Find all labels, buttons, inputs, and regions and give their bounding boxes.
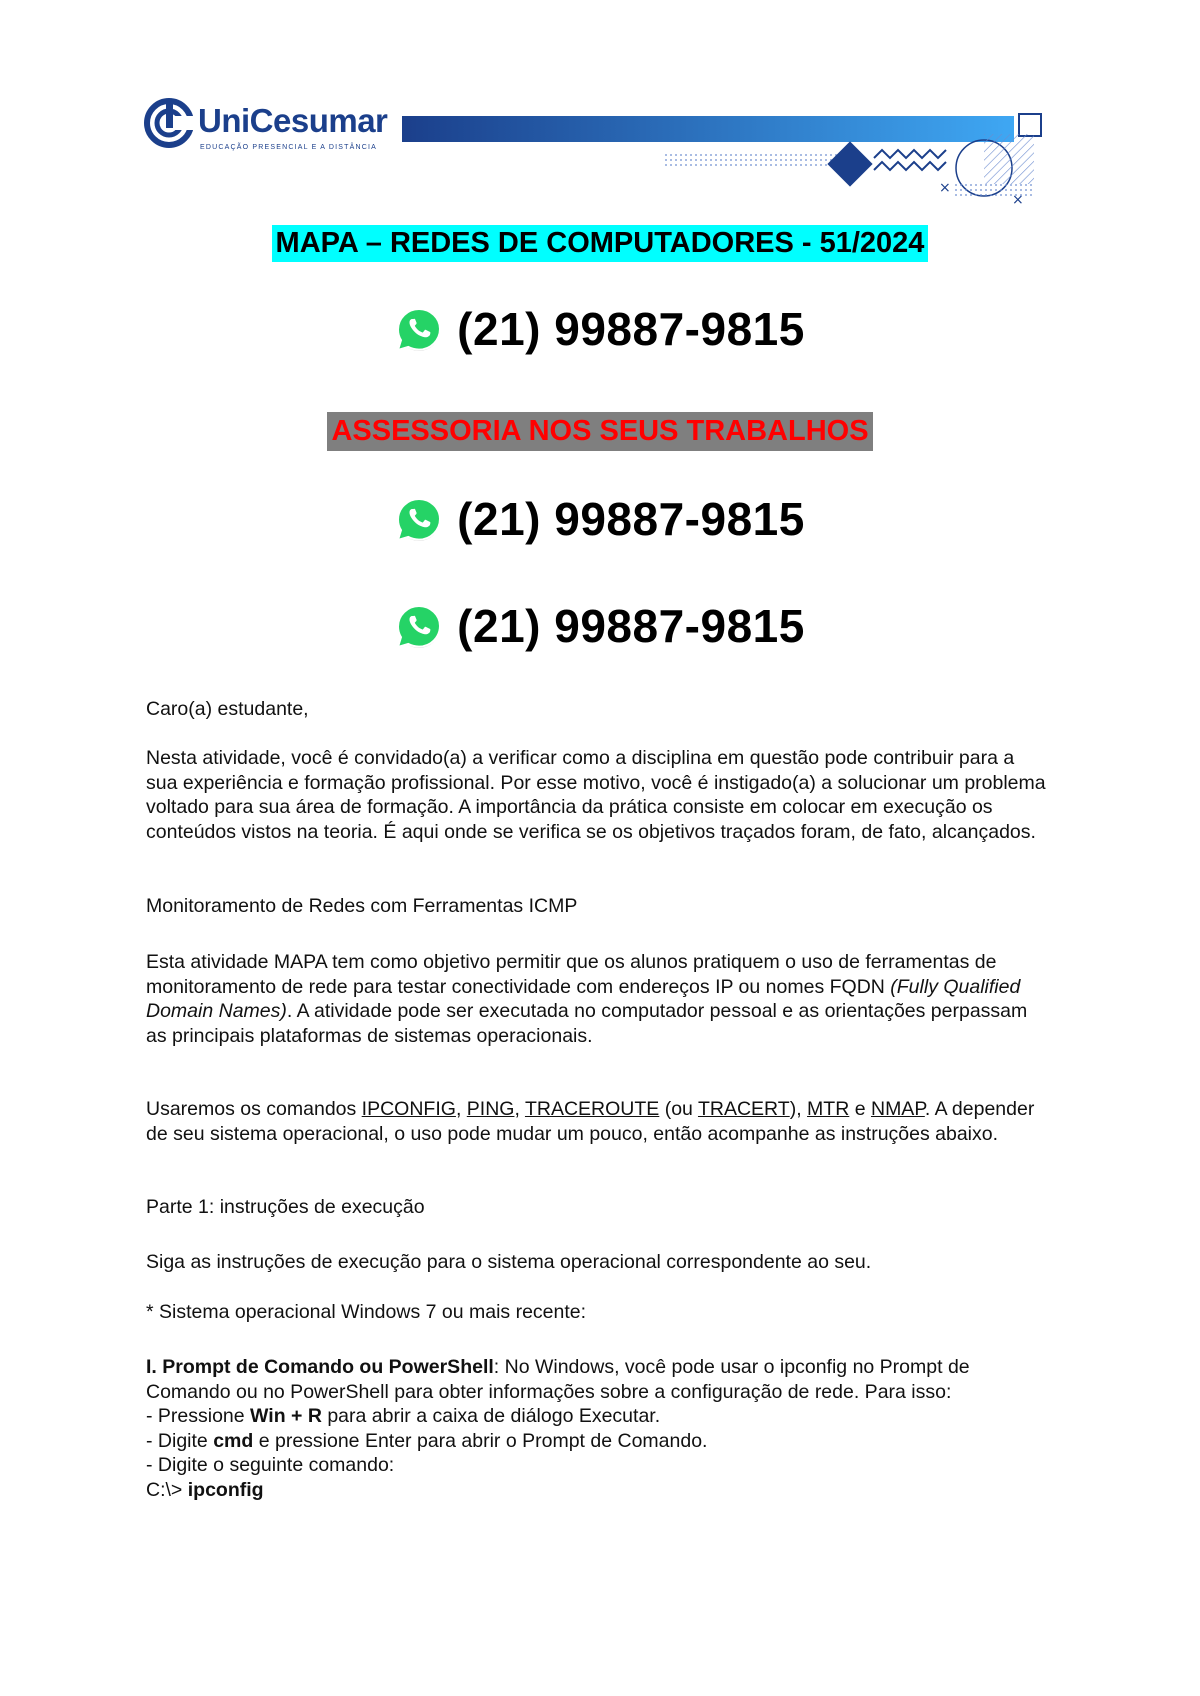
phone-number: (21) 99887-9815 — [457, 600, 805, 652]
banner-row — [0, 412, 1200, 451]
link-traceroute[interactable]: TRACEROUTE — [524, 1098, 660, 1120]
instructions-block — [146, 1355, 1046, 1502]
part1-title-text: Parte 1: instruções de execução — [146, 1196, 425, 1218]
header-decoration — [394, 88, 1074, 208]
phone-row-3 — [0, 599, 1200, 655]
separator: (ou — [659, 1098, 698, 1120]
bullet-1 — [146, 1404, 1046, 1429]
command-line — [146, 1478, 1046, 1503]
bullet-2-pre: - Digite — [146, 1429, 214, 1452]
part1-lead-text: Siga as instruções de execução para o sistema operacional correspondente ao seu. — [146, 1251, 872, 1273]
step1-description: : No Windows, você pode usar o ipconfig no Prompt de Comando ou no PowerShell para obter informações sobre a configuração de rede. Para isso: — [146, 1356, 970, 1403]
intro-text: Nesta atividade, você é convidado(a) a verificar como a disciplina em questão pode contribuir para a sua experiência e formação profissional. Por esse motivo, você é instigado(a) a solucionar um problema voltado para sua área de formação. A importância da prática consiste em colocar em execução os conteúdos vistos na teoria. É aqui onde se verifica se os objetivos traçados foram, de fato, alcançados. — [146, 747, 1046, 843]
link-ping[interactable]: PING — [466, 1098, 515, 1120]
page-header — [144, 88, 1074, 208]
logo-tagline: EDUCAÇÃO PRESENCIAL E A DISTÂNCIA — [200, 144, 378, 151]
link-mtr[interactable]: MTR — [807, 1098, 850, 1120]
link-ipconfig[interactable]: IPCONFIG — [361, 1098, 456, 1120]
phone-number: (21) 99887-9815 — [457, 303, 805, 355]
whatsapp-icon — [395, 495, 443, 543]
objective-text-italic: (Fully Qualified Domain Names) — [146, 975, 1021, 1022]
step1-title: I. Prompt de Comando ou PowerShell — [146, 1356, 494, 1378]
title-row — [0, 225, 1200, 262]
os-heading-text: * Sistema operacional Windows 7 ou mais recente: — [146, 1301, 587, 1323]
link-nmap[interactable]: NMAP — [870, 1098, 925, 1120]
separator: , — [514, 1098, 525, 1120]
bullet-1-pre: - Pressione — [146, 1405, 251, 1427]
bullet-2-key: cmd — [213, 1429, 254, 1452]
objective-paragraph — [146, 950, 1046, 1048]
section-title — [146, 894, 1046, 919]
unicesumar-logo — [144, 98, 394, 158]
commands-tail: . A depender de seu sistema operacional, o uso pode mudar um pouco, então acompanhe as instruções abaixo. — [146, 1098, 1035, 1145]
command-prompt: C:\> — [146, 1478, 188, 1501]
unicesumar-logo-icon — [144, 98, 194, 148]
phone-row-1 — [0, 302, 1200, 358]
commands-text — [146, 1097, 1046, 1146]
greeting — [146, 697, 1046, 722]
svg-text:×: × — [1012, 192, 1024, 208]
bullet-2-post: e pressione Enter para abrir o Prompt de Comando. — [253, 1429, 708, 1452]
bullet-3: - Digite o seguinte comando: — [146, 1454, 395, 1476]
objective-text — [146, 950, 1046, 1048]
greeting-text: Caro(a) estudante, — [146, 698, 309, 720]
section-title-text: Monitoramento de Redes com Ferramentas ICMP — [146, 895, 578, 917]
assessoria-banner: ASSESSORIA NOS SEUS TRABALHOS — [327, 412, 872, 451]
bullet-1-post: para abrir a caixa de diálogo Executar. — [321, 1405, 661, 1427]
step1-text — [146, 1355, 1046, 1404]
phone-row-2 — [0, 492, 1200, 548]
bullet-1-key: Win + R — [250, 1405, 322, 1427]
svg-text:×: × — [939, 180, 951, 196]
part1-lead — [146, 1250, 1046, 1275]
logo-name: UniCesumar — [198, 102, 388, 139]
objective-text-start: Esta atividade MAPA tem como objetivo permitir que os alunos pratiquem o uso de ferramentas de monitoramento de rede para testar conectividade com endereços IP ou nomes FQDN — [146, 951, 997, 998]
intro-paragraph — [146, 746, 1046, 844]
separator: ), — [789, 1098, 808, 1120]
os-heading — [146, 1300, 1046, 1325]
separator: , — [455, 1098, 467, 1120]
whatsapp-icon — [395, 602, 443, 650]
link-tracert[interactable]: TRACERT — [697, 1098, 790, 1120]
separator: e — [849, 1098, 871, 1120]
objective-text-end: . A atividade pode ser executada no computador pessoal e as orientações perpassam as principais plataformas de sistemas operacionais. — [146, 1000, 1028, 1047]
bullet-2 — [146, 1429, 1046, 1454]
phone-number: (21) 99887-9815 — [457, 493, 805, 545]
part1-title — [146, 1195, 1046, 1220]
commands-lead: Usaremos os comandos — [146, 1098, 362, 1120]
whatsapp-icon — [395, 305, 443, 353]
command-text: ipconfig — [187, 1478, 264, 1501]
document-title: MAPA – REDES DE COMPUTADORES - 51/2024 — [272, 225, 929, 262]
commands-paragraph — [146, 1097, 1046, 1146]
